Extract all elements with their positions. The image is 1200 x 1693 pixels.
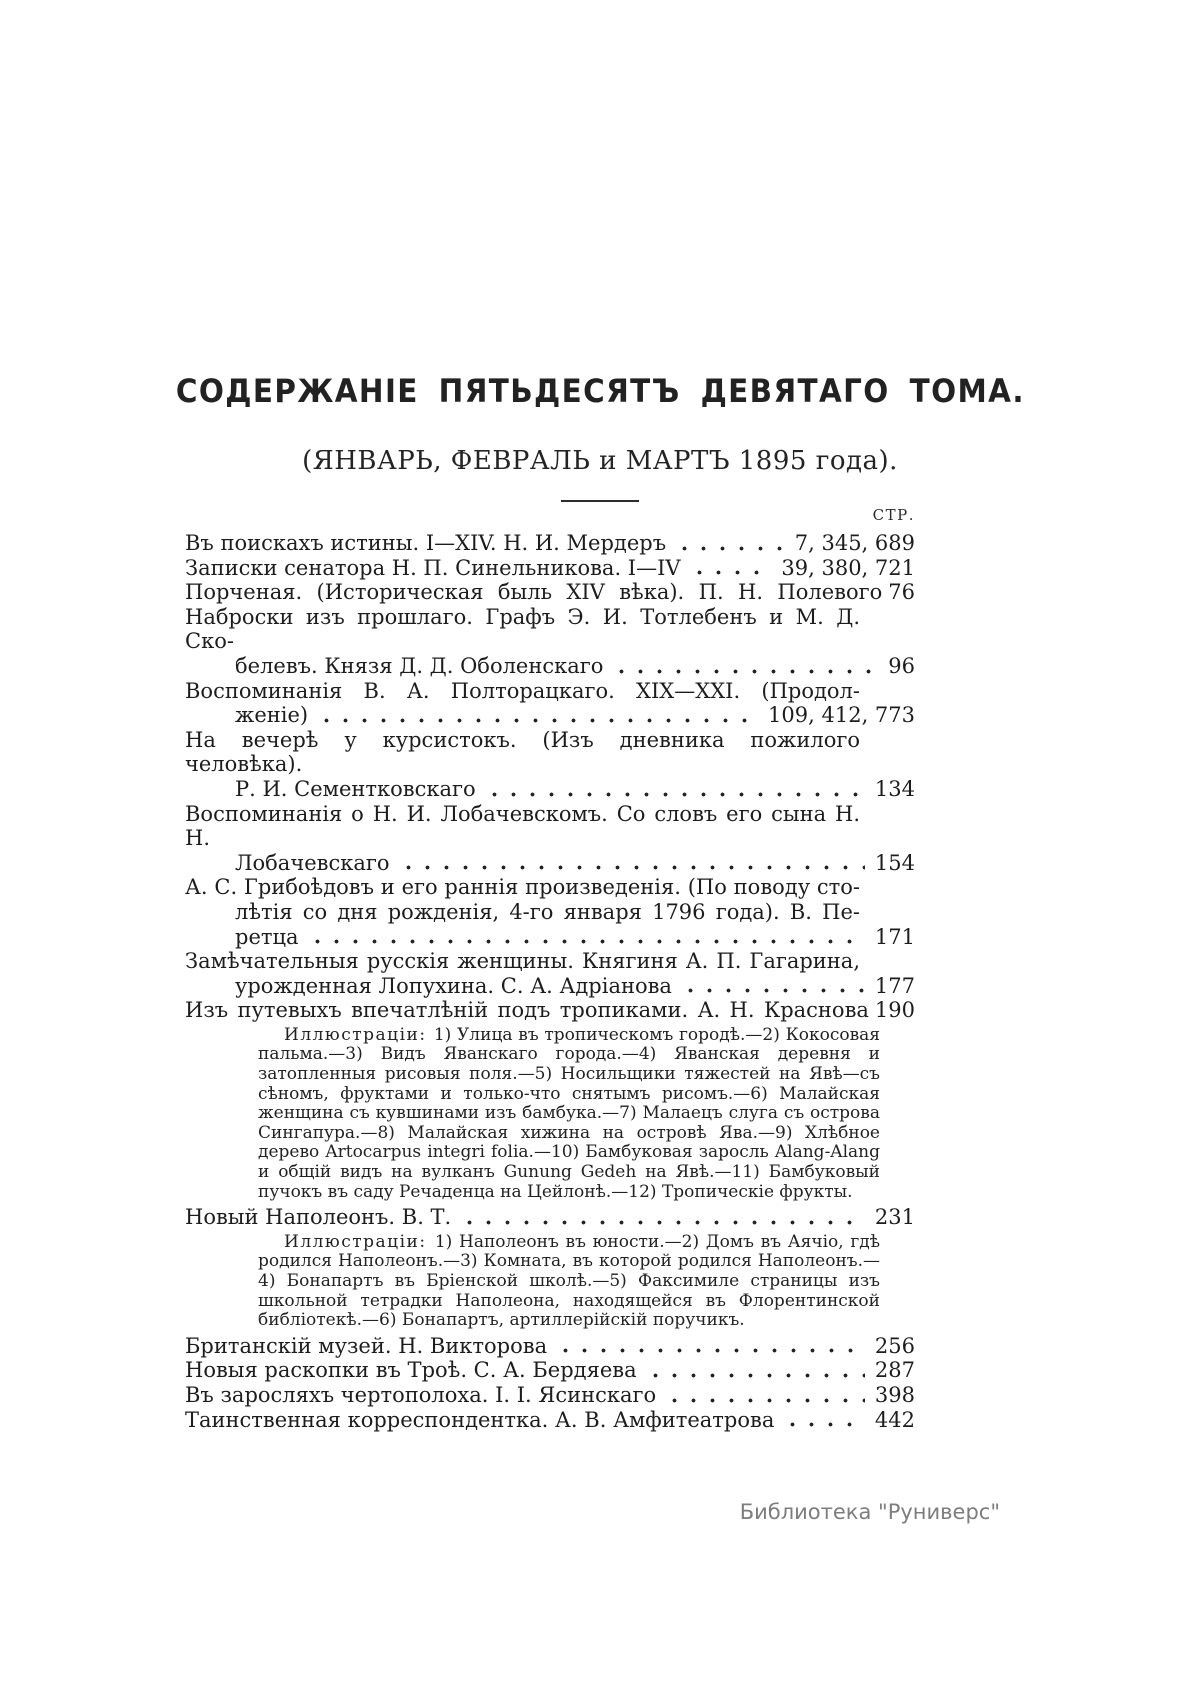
toc-entry-line bbox=[185, 728, 915, 777]
toc-entry-line bbox=[185, 580, 915, 605]
toc-entry-line bbox=[185, 556, 915, 581]
toc-entry-line bbox=[185, 949, 915, 974]
dot-leader bbox=[485, 777, 865, 802]
library-watermark: Библиотека "Руниверс" bbox=[739, 1500, 1000, 1524]
toc-entry-line bbox=[185, 1408, 915, 1433]
dot-leader bbox=[783, 1408, 865, 1433]
entry-page-number: 76 bbox=[888, 580, 915, 605]
toc-entry-line bbox=[185, 851, 915, 876]
dot-leader bbox=[681, 974, 865, 999]
entry-text: А. С. Грибоѣдовъ и его раннія произведенія. (По поводу сто- bbox=[185, 875, 860, 900]
entry-text: Воспоминанія В. А. Полторацкаго. XIX—XXI. (Продол- bbox=[185, 678, 860, 703]
dot-leader bbox=[690, 556, 772, 581]
entry-page-number: 177 bbox=[874, 973, 915, 998]
toc-entry-line bbox=[185, 925, 915, 950]
table-of-contents bbox=[185, 531, 915, 1432]
page-header bbox=[20, 372, 1180, 502]
toc-entry-line bbox=[185, 1205, 915, 1230]
dot-leader bbox=[556, 1334, 865, 1359]
toc-entry-line bbox=[185, 875, 915, 900]
entry-text: Новыя раскопки въ Троѣ. С. А. Бердяева bbox=[185, 1358, 637, 1383]
entry-page-number: 171 bbox=[874, 924, 915, 949]
entry-text: женіе) bbox=[235, 703, 309, 728]
illustrations-note bbox=[258, 1026, 880, 1202]
entry-page-number: 442 bbox=[874, 1407, 915, 1432]
entry-page-number: 190 bbox=[874, 998, 915, 1023]
entry-text: Наброски изъ прошлаго. Графъ Э. И. Тотлебенъ и М. Д. Ско- bbox=[185, 604, 860, 654]
entry-text: Лобачевскаго bbox=[235, 850, 390, 875]
dot-leader bbox=[646, 1358, 865, 1383]
dot-leader bbox=[308, 925, 865, 950]
entry-page-number: 256 bbox=[874, 1333, 915, 1358]
dot-leader bbox=[460, 1205, 865, 1230]
entry-page-number: 231 bbox=[874, 1205, 915, 1230]
entry-page-number: 134 bbox=[874, 776, 915, 801]
page-title: СОДЕРЖАНІЕ ПЯТЬДЕСЯТЪ ДЕВЯТАГО ТОМА. bbox=[175, 372, 1025, 410]
toc-entry-line bbox=[185, 1334, 915, 1359]
toc-entry-line bbox=[185, 1383, 915, 1408]
toc-entry-line bbox=[185, 531, 915, 556]
toc-entry-line bbox=[185, 998, 915, 1023]
toc-content bbox=[185, 506, 915, 1432]
toc-entry-line bbox=[185, 605, 915, 654]
entry-page-number: 39, 380, 721 bbox=[781, 555, 915, 580]
entry-text: Замѣчательныя русскія женщины. Княгиня А. П. Гагарина, bbox=[185, 949, 860, 974]
toc-entry-line bbox=[185, 777, 915, 802]
entry-page-number: 154 bbox=[874, 850, 915, 875]
divider-rule bbox=[561, 500, 639, 502]
dot-leader bbox=[675, 531, 785, 556]
dot-leader bbox=[317, 703, 758, 728]
note-text: 1) Наполеонъ въ юности.—2) Домъ въ Аячіо, гдѣ родился Наполеонъ.—3) Комната, въ которой родился Наполеонъ.—4) Бонапартъ въ Бріенской школѣ.—5) Факсимиле страницы изъ школьной тетрадки Наполеона, находящейся въ Флорентинской библіотекѣ.—6) Бонапартъ, артиллерійскій поручикъ. bbox=[258, 1231, 880, 1331]
dot-leader bbox=[612, 654, 878, 679]
entry-text: Британскій музей. Н. Викторова bbox=[185, 1333, 548, 1358]
entry-text: лѣтія со дня рожденія, 4-го января 1796 года). В. Пе- bbox=[235, 899, 860, 924]
toc-entry-line bbox=[185, 679, 915, 704]
entry-text: Въ заросляхъ чертополоха. І. І. Ясинскаго bbox=[185, 1382, 657, 1407]
entry-text: Воспоминанія о Н. И. Лобачевскомъ. Со словъ его сына Н. Н. bbox=[185, 801, 860, 851]
dot-leader bbox=[665, 1383, 865, 1408]
toc-entry-line bbox=[185, 1358, 915, 1383]
dot-leader bbox=[399, 851, 865, 876]
entry-text: Таинственная корреспондентка. А. В. Амфитеатрова bbox=[185, 1407, 775, 1432]
note-label: Иллюстраціи: bbox=[284, 1231, 435, 1252]
entry-page-number: 96 bbox=[888, 653, 915, 678]
entry-text: Р. И. Сементковскаго bbox=[235, 776, 476, 801]
toc-entry-line bbox=[185, 654, 915, 679]
toc-entry-line bbox=[185, 703, 915, 728]
toc-entry-line bbox=[185, 900, 915, 925]
page-column-header: СТР. bbox=[872, 506, 915, 524]
entry-text: Записки сенатора Н. П. Синельникова. I—IV bbox=[185, 555, 681, 580]
entry-text: ретца bbox=[235, 924, 299, 949]
entry-text: урожденная Лопухина. С. А. Адріанова bbox=[235, 973, 672, 998]
entry-text: Порченая. (Историческая быль XIV вѣка). П. Н. Полевого bbox=[185, 580, 883, 605]
toc-entry-line bbox=[185, 974, 915, 999]
entry-page-number: 287 bbox=[874, 1358, 915, 1383]
page-subtitle: (ЯНВАРЬ, ФЕВРАЛЬ и МАРТЪ 1895 года). bbox=[302, 446, 898, 476]
toc-entry-line bbox=[185, 802, 915, 851]
note-label: Иллюстраціи: bbox=[284, 1024, 434, 1045]
entry-page-number: 109, 412, 773 bbox=[768, 703, 915, 728]
note-text: 1) Улица въ тропическомъ городѣ.—2) Кокосовая пальма.—3) Видъ Яванскаго города.—4) Яванская деревня и затопленныя рисовыя поля.—5) Носильщики тяжестей на Явѣ—съ сѣномъ, фруктами и только-что снятымъ рисомъ.—6) Малайская женщина съ кувшинами изъ бамбука.—7) Малаецъ слуга съ острова Сингапура.—8) Малайская хижина на островѣ Ява.—9) Хлѣбное дерево Artocarpus integri folia.—10) Бамбуковая заросль Alang-Alang и общій видъ на вулканъ Gunung Gedeh на Явѣ.—11) Бамбуковый пучокъ въ саду Речаденца на Цейлонѣ.—12) Тропическіе фрукты. bbox=[258, 1024, 881, 1202]
entry-text: Новый Наполеонъ. В. Т. bbox=[185, 1205, 452, 1230]
entry-page-number: 7, 345, 689 bbox=[794, 531, 915, 555]
entry-page-number: 398 bbox=[874, 1382, 915, 1407]
entry-text: Изъ путевыхъ впечатлѣній подъ тропиками. А. Н. Краснова bbox=[185, 998, 869, 1023]
entry-text: Въ поискахъ истины. I—XIV. Н. И. Мердеръ bbox=[185, 531, 667, 555]
entry-text: белевъ. Князя Д. Д. Оболенскаго bbox=[235, 653, 604, 678]
illustrations-note bbox=[258, 1233, 880, 1331]
entry-text: На вечерѣ у курсистокъ. (Изъ дневника пожилого человѣка). bbox=[185, 727, 860, 777]
